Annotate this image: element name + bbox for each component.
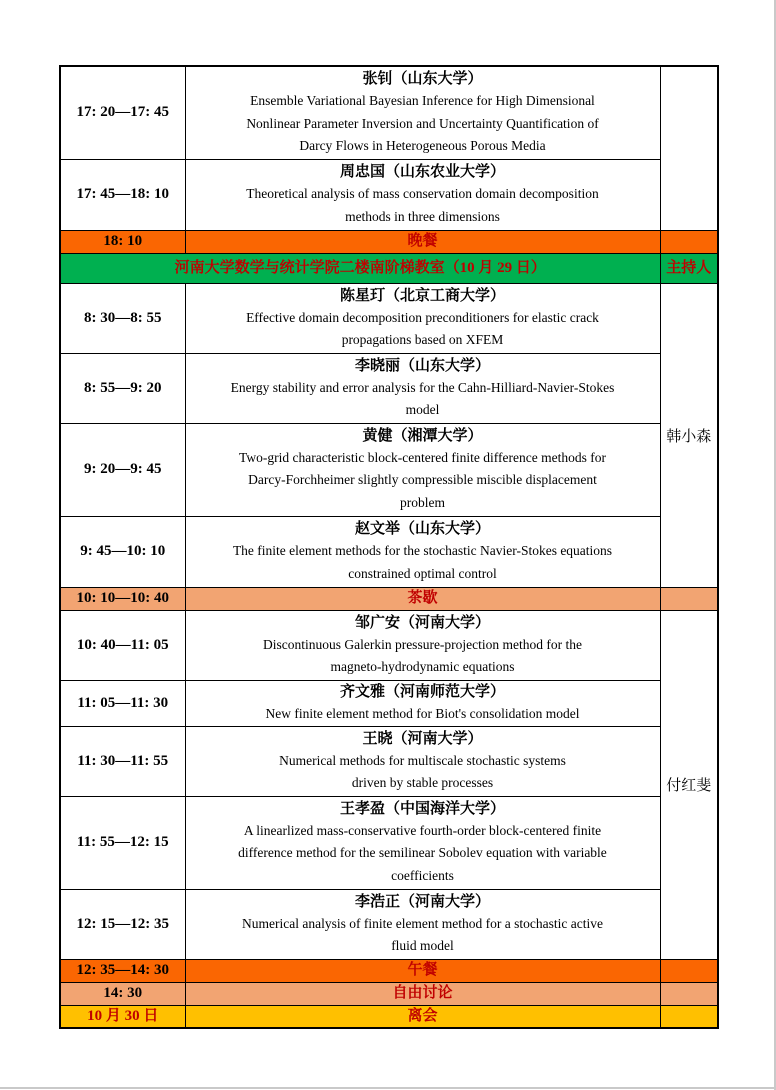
talk-title-line: Discontinuous Galerkin pressure-projection method for the [262, 636, 583, 652]
talk-time: 12: 15—12: 35 [60, 889, 185, 959]
talk-title-line: difference method for the semilinear Sobolev equation with variable [238, 845, 607, 861]
speaker-name: 齐文雅（河南师范大学） [339, 683, 505, 700]
conference-schedule-table [59, 65, 719, 1029]
table-row [60, 516, 718, 587]
talk-title-line: Theoretical analysis of mass conservation domain decomposition [246, 186, 599, 201]
table-row [60, 353, 718, 423]
table-row [60, 796, 718, 889]
talk-title-line: New finite element method for Biot's consolidation model [265, 705, 580, 721]
talk-cell [185, 726, 660, 796]
session-chair: 付红斐 [660, 610, 718, 959]
talk-title-line: Numerical methods for multiscale stochastic systems [279, 752, 566, 768]
talk-title-line: driven by stable processes [351, 775, 494, 790]
event-label: 离会 [185, 1005, 660, 1028]
chair-column-header: 主持人 [660, 253, 718, 283]
table-row [60, 159, 718, 230]
talk-time: 11: 05—11: 30 [60, 680, 185, 726]
talk-time: 9: 45—10: 10 [60, 516, 185, 587]
talk-title-line: model [405, 402, 440, 417]
talk-title-line: constrained optimal control [348, 565, 497, 581]
speaker-name: 邹广安（河南大学） [354, 614, 490, 631]
talk-title-line: fluid model [391, 938, 454, 953]
event-time: 10 月 30 日 [60, 1005, 185, 1028]
talk-title-line: Two-grid characteristic block-centered finite difference methods for [239, 449, 606, 465]
table-row [60, 680, 718, 726]
talk-cell [185, 423, 660, 516]
speaker-name: 李晓丽（山东大学） [354, 357, 490, 374]
page-bottom-edge [0, 1087, 776, 1089]
tea-break-row [60, 587, 718, 610]
table-row [60, 283, 718, 353]
talk-title-line: Effective domain decomposition preconditioners for elastic crack [246, 309, 599, 325]
event-chair-cell-empty [660, 982, 718, 1005]
event-time: 14: 30 [60, 982, 185, 1005]
event-time: 18: 10 [60, 230, 185, 253]
talk-time: 11: 55—12: 15 [60, 796, 185, 889]
table-row [60, 726, 718, 796]
talk-title-line: Ensemble Variational Bayesian Inference for High Dimensional [250, 93, 595, 108]
speaker-name: 黄健（湘潭大学） [362, 427, 483, 444]
talk-title-line: methods in three dimensions [345, 208, 500, 224]
speaker-name: 周忠国（山东农业大学） [339, 164, 505, 180]
talk-time: 11: 30—11: 55 [60, 726, 185, 796]
talk-cell [185, 159, 660, 230]
session-chair: 韩小森 [660, 283, 718, 587]
lunch-row [60, 959, 718, 982]
table-row [60, 610, 718, 680]
free-discussion-row [60, 982, 718, 1005]
talk-title-line: Darcy Flows in Heterogeneous Porous Media [299, 138, 546, 153]
venue-header-row [60, 253, 718, 283]
event-chair-cell-empty [660, 1005, 718, 1028]
talk-title-line: Energy stability and error analysis for the Cahn-Hilliard-Navier-Stokes [230, 379, 615, 395]
venue-header: 河南大学数学与统计学院二楼南阶梯教室（10 月 29 日） [60, 253, 660, 283]
talk-title-line: magneto-hydrodynamic equations [330, 659, 515, 674]
talk-cell [185, 680, 660, 726]
event-label: 午餐 [185, 959, 660, 982]
table-row [60, 66, 718, 159]
talk-title-line: problem [400, 494, 445, 510]
speaker-name: 赵文举（山东大学） [354, 521, 490, 537]
talk-cell [185, 889, 660, 959]
event-label: 晚餐 [185, 230, 660, 253]
speaker-name: 张钊（山东大学） [362, 71, 483, 87]
event-chair-cell-empty [660, 959, 718, 982]
table-row [60, 423, 718, 516]
event-chair-cell-empty [660, 587, 718, 610]
talk-title-line: propagations based on XFEM [341, 332, 504, 347]
talk-title-line: The finite element methods for the stochastic Navier-Stokes equations [232, 543, 613, 558]
speaker-name: 李浩正（河南大学） [354, 893, 490, 910]
talk-cell [185, 66, 660, 159]
chair-cell-empty [660, 66, 718, 230]
event-time: 12: 35—14: 30 [60, 959, 185, 982]
departure-row [60, 1005, 718, 1028]
speaker-name: 王孝盈（中国海洋大学） [339, 800, 505, 817]
talk-time: 8: 30—8: 55 [60, 283, 185, 353]
table-row [60, 889, 718, 959]
talk-cell [185, 516, 660, 587]
speaker-name: 王晓（河南大学） [362, 730, 483, 747]
talk-title-line: A linearlized mass-conservative fourth-order block-centered finite [243, 822, 602, 838]
talk-title-line: Nonlinear Parameter Inversion and Uncertainty Quantification of [246, 115, 599, 131]
talk-cell [185, 283, 660, 353]
talk-cell [185, 796, 660, 889]
speaker-name: 陈星玎（北京工商大学） [339, 287, 505, 304]
talk-title-line: Darcy-Forchheimer slightly compressible miscible displacement [248, 472, 597, 488]
talk-time: 10: 40—11: 05 [60, 610, 185, 680]
talk-time: 9: 20—9: 45 [60, 423, 185, 516]
dinner-row [60, 230, 718, 253]
talk-title-line: Numerical analysis of finite element method for a stochastic active [242, 915, 603, 931]
talk-cell [185, 353, 660, 423]
event-label: 茶歇 [185, 587, 660, 610]
event-chair-cell-empty [660, 230, 718, 253]
event-label: 自由讨论 [185, 982, 660, 1005]
event-time: 10: 10—10: 40 [60, 587, 185, 610]
talk-time: 17: 45—18: 10 [60, 159, 185, 230]
talk-cell [185, 610, 660, 680]
talk-title-line: coefficients [391, 867, 454, 883]
talk-time: 17: 20—17: 45 [60, 66, 185, 159]
talk-time: 8: 55—9: 20 [60, 353, 185, 423]
